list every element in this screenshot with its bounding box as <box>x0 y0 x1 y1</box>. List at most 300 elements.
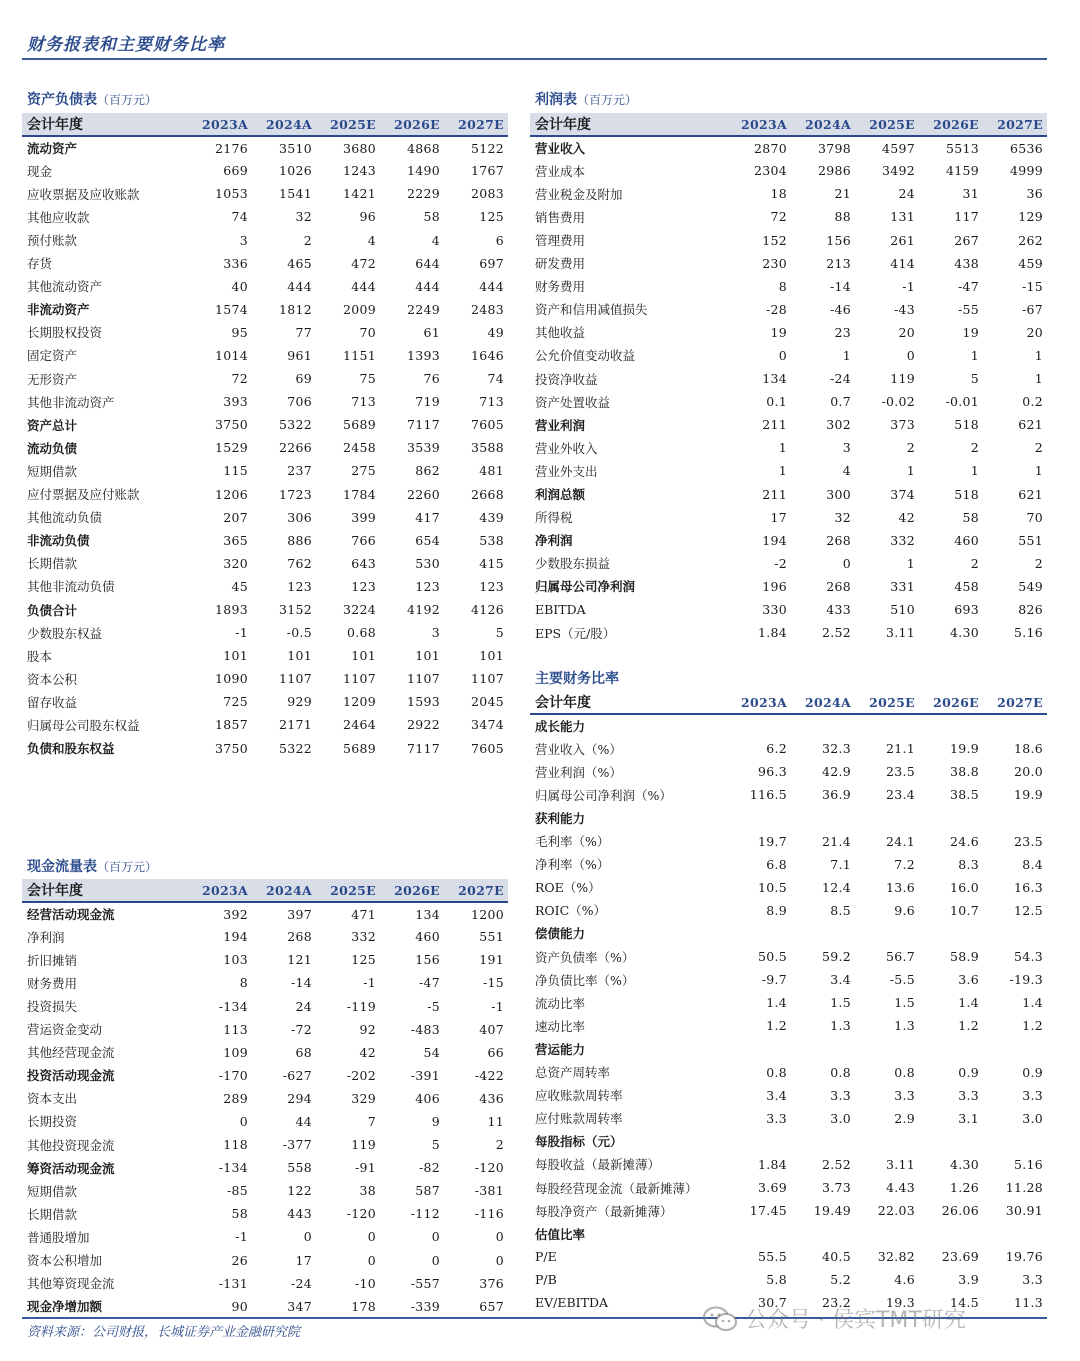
cell-value: 38 <box>359 1183 376 1199</box>
cell-value: 72 <box>770 209 787 225</box>
ratios-row <box>530 1245 1047 1268</box>
wechat-icon <box>703 1306 737 1332</box>
cell-value: 1107 <box>278 671 312 687</box>
balance-sheet-row <box>22 621 508 644</box>
cell-value: 465 <box>287 255 312 271</box>
cell-value: 42.9 <box>821 764 851 780</box>
cell-value: -1 <box>363 975 376 991</box>
cell-value: 5.2 <box>830 1272 851 1288</box>
ratios-row <box>530 1176 1047 1199</box>
cell-value: 2.52 <box>821 625 851 641</box>
ratios-row <box>530 876 1047 899</box>
income-statement-header-year: 2024A <box>791 113 855 136</box>
cell-value: 49 <box>487 324 504 340</box>
row-label: 归属母公司净利润 <box>535 579 636 595</box>
cell-value: 460 <box>954 532 979 548</box>
ratios-title: 主要财务比率 <box>535 671 619 687</box>
income-statement-row <box>530 228 1047 251</box>
cell-value: 0 <box>367 1229 376 1245</box>
row-label: P/B <box>535 1272 557 1288</box>
cell-value: 0.8 <box>894 1064 915 1080</box>
row-label: 营业税金及附加 <box>535 186 623 202</box>
cell-value: 693 <box>954 602 979 618</box>
cell-value: -339 <box>410 1298 440 1314</box>
cell-value: 262 <box>1018 232 1043 248</box>
cell-value: 3 <box>239 232 248 248</box>
cell-value: -82 <box>418 1160 440 1176</box>
cell-value: 443 <box>287 1206 312 1222</box>
cell-value: 558 <box>287 1160 312 1176</box>
row-label: 应付账款周转率 <box>535 1111 623 1127</box>
row-label: 投资净收益 <box>535 371 598 387</box>
cell-value: 3.3 <box>894 1087 915 1103</box>
cell-value: 1723 <box>278 486 312 502</box>
cell-value: 1.3 <box>830 1018 851 1034</box>
balance-sheet-row <box>22 344 508 367</box>
cell-value: 657 <box>479 1298 504 1314</box>
ratios-row <box>530 1130 1047 1153</box>
cell-value: 0 <box>906 347 915 363</box>
ratios-row <box>530 783 1047 806</box>
cell-value: 24 <box>295 998 312 1014</box>
cell-value: 74 <box>487 371 504 387</box>
cash-flow-row <box>22 1018 508 1041</box>
balance-sheet-row <box>22 159 508 182</box>
row-label: 存货 <box>27 256 53 272</box>
cell-value: 5689 <box>342 740 376 756</box>
income-statement-header-year: 2025E <box>855 113 919 136</box>
cell-value: 886 <box>287 532 312 548</box>
ratios-header-year: 2025E <box>855 691 919 714</box>
cell-value: 1107 <box>406 671 440 687</box>
row-label: 资本公积增加 <box>27 1253 103 1269</box>
cell-value: 518 <box>954 486 979 502</box>
cell-value: -55 <box>957 301 979 317</box>
cell-value: 481 <box>479 463 504 479</box>
cell-value: 510 <box>890 602 915 618</box>
cash-flow-row <box>22 1249 508 1272</box>
cell-value: 706 <box>287 394 312 410</box>
income-statement-title <box>535 90 637 110</box>
row-label: 资产处置收益 <box>535 394 611 410</box>
income-statement-title-text: 利润表 <box>535 92 577 108</box>
cell-value: 713 <box>351 394 376 410</box>
cell-value: 4126 <box>470 602 504 618</box>
cell-value: 1 <box>970 347 979 363</box>
cash-flow-row <box>22 971 508 994</box>
income-statement-table <box>530 113 1047 644</box>
cell-value: 1 <box>778 463 787 479</box>
cell-value: 5689 <box>342 417 376 433</box>
cell-value: 26 <box>231 1252 248 1268</box>
income-statement-row <box>530 205 1047 228</box>
cell-value: 2668 <box>470 486 504 502</box>
cell-value: 7.1 <box>830 856 851 872</box>
cell-value: 23.69 <box>941 1249 979 1265</box>
cash-flow-unit: （百万元） <box>97 860 158 874</box>
ratios-row <box>530 1153 1047 1176</box>
cell-value: 2009 <box>342 301 376 317</box>
row-label: 短期借款 <box>27 463 78 479</box>
cell-value: 23 <box>834 324 851 340</box>
cash-flow-header-row <box>22 879 508 902</box>
cell-value: 119 <box>351 1137 376 1153</box>
row-label: 其他非流动负债 <box>27 579 115 595</box>
cell-value: 16.0 <box>949 879 979 895</box>
cell-value: 113 <box>223 1021 248 1037</box>
cell-value: -19.3 <box>1009 972 1043 988</box>
cell-value: 7605 <box>470 417 504 433</box>
cell-value <box>727 1037 791 1060</box>
cell-value: 2458 <box>342 440 376 456</box>
cash-flow-row <box>22 1225 508 1248</box>
cell-value: 123 <box>351 578 376 594</box>
cell-value: 1200 <box>470 906 504 922</box>
balance-sheet-row <box>22 713 508 736</box>
row-label: 流动资产 <box>27 141 78 157</box>
cell-value: 5 <box>970 371 979 387</box>
cell-value <box>855 714 919 737</box>
income-statement-row <box>530 529 1047 552</box>
cell-value: 669 <box>223 163 248 179</box>
balance-sheet-row <box>22 436 508 459</box>
cash-flow-row <box>22 1295 508 1318</box>
cell-value <box>791 1037 855 1060</box>
cell-value: 32.82 <box>877 1249 915 1265</box>
cell-value: 59.2 <box>821 949 851 965</box>
cell-value: 5322 <box>278 417 312 433</box>
income-statement-header-year: 2027E <box>983 113 1047 136</box>
income-statement-row <box>530 552 1047 575</box>
cell-value: 0 <box>495 1252 504 1268</box>
cell-value: 103 <box>223 952 248 968</box>
cell-value: 4999 <box>1009 163 1043 179</box>
balance-sheet-row <box>22 182 508 205</box>
row-label: 资产和信用减值损失 <box>535 302 648 318</box>
cell-value: 61 <box>423 324 440 340</box>
cell-value: 3.73 <box>821 1180 851 1196</box>
cell-value: 125 <box>479 209 504 225</box>
cell-value: 9.6 <box>894 902 915 918</box>
cell-value: 10.7 <box>949 902 979 918</box>
cell-value <box>791 1222 855 1245</box>
cell-value: -67 <box>1021 301 1043 317</box>
balance-sheet-unit: （百万元） <box>97 93 158 107</box>
cell-value: 96 <box>359 209 376 225</box>
cell-value: 14.5 <box>949 1295 979 1311</box>
cell-value: 19.9 <box>949 741 979 757</box>
cash-flow-header-year: 2023A <box>188 879 252 902</box>
cell-value: 0 <box>778 347 787 363</box>
cell-value: 4868 <box>406 140 440 156</box>
cell-value: -627 <box>282 1067 312 1083</box>
income-statement-header-row <box>530 113 1047 136</box>
cell-value: -47 <box>957 278 979 294</box>
cell-value: 129 <box>1018 209 1043 225</box>
cell-value: 336 <box>223 255 248 271</box>
cell-value: 2 <box>970 440 979 456</box>
cell-value: 862 <box>415 463 440 479</box>
income-statement-header-year: 2026E <box>919 113 983 136</box>
row-label: EBITDA <box>535 602 586 618</box>
cash-flow-row <box>22 902 508 925</box>
cell-value: 2260 <box>406 486 440 502</box>
cell-value: 5.8 <box>766 1272 787 1288</box>
cell-value: -120 <box>474 1160 504 1176</box>
cell-value: 439 <box>479 509 504 525</box>
row-label: 预付账款 <box>27 233 78 249</box>
cash-flow-row <box>22 948 508 971</box>
cell-value: 4.30 <box>949 625 979 641</box>
row-label: 固定资产 <box>27 348 78 364</box>
cell-value: 275 <box>351 463 376 479</box>
cell-value: 19.76 <box>1005 1249 1043 1265</box>
cell-value: 116.5 <box>749 787 787 803</box>
row-label: 净负债比率（%） <box>535 972 635 988</box>
income-statement-row <box>530 621 1047 644</box>
row-label: 营业利润（%） <box>535 764 622 780</box>
cell-value: 4.43 <box>885 1180 915 1196</box>
row-label: 资产负债率（%） <box>535 949 635 965</box>
row-label: 净利润 <box>27 929 65 945</box>
cell-value: 45 <box>231 578 248 594</box>
cell-value: 4 <box>842 463 851 479</box>
cell-value: 194 <box>762 532 787 548</box>
cell-value: 1.26 <box>949 1180 979 1196</box>
row-label: 长期投资 <box>27 1114 78 1130</box>
balance-sheet-row <box>22 644 508 667</box>
row-label: 留存收益 <box>27 694 78 710</box>
cell-value: 2266 <box>278 440 312 456</box>
cell-value: 196 <box>762 578 787 594</box>
cell-value: -24 <box>290 1275 312 1291</box>
ratios-row <box>530 968 1047 991</box>
balance-sheet-row <box>22 228 508 251</box>
cash-flow-header-year: 2024A <box>252 879 316 902</box>
cash-flow-header-year: 2025E <box>316 879 380 902</box>
cell-value: 268 <box>287 929 312 945</box>
row-label: 其他流动资产 <box>27 279 103 295</box>
cell-value: 551 <box>479 929 504 945</box>
cell-value: 16.3 <box>1013 879 1043 895</box>
cell-value: 122 <box>287 1183 312 1199</box>
row-label: 筹资活动现金流 <box>27 1160 115 1176</box>
cash-flow-row <box>22 1087 508 1110</box>
cell-value: 32.3 <box>821 741 851 757</box>
cell-value: 55.5 <box>757 1249 787 1265</box>
row-label: 少数股东权益 <box>27 625 103 641</box>
balance-sheet-row <box>22 529 508 552</box>
cell-value: 58.9 <box>949 949 979 965</box>
cell-value: 1.2 <box>958 1018 979 1034</box>
balance-sheet-header-year: 2026E <box>380 113 444 136</box>
cell-value: 92 <box>359 1021 376 1037</box>
cell-value: -134 <box>218 998 248 1014</box>
cell-value <box>919 922 983 945</box>
cell-value <box>855 922 919 945</box>
cell-value: 13.6 <box>885 879 915 895</box>
row-label: 投资损失 <box>27 999 78 1015</box>
cell-value: 1.4 <box>1022 995 1043 1011</box>
row-label: 利润总额 <box>535 487 586 503</box>
cell-value: -557 <box>410 1275 440 1291</box>
cell-value: 54.3 <box>1013 949 1043 965</box>
cell-value: -47 <box>418 975 440 991</box>
balance-sheet-header-year: 2023A <box>188 113 252 136</box>
cell-value: 7 <box>367 1113 376 1129</box>
cell-value: 766 <box>351 532 376 548</box>
cell-value: 58 <box>423 209 440 225</box>
cell-value: 329 <box>351 1090 376 1106</box>
cell-value: 6536 <box>1009 140 1043 156</box>
cell-value: 697 <box>479 255 504 271</box>
row-label: ROIC（%） <box>535 903 607 919</box>
cell-value: 58 <box>231 1206 248 1222</box>
cell-value: 2922 <box>406 717 440 733</box>
cell-value: 518 <box>954 417 979 433</box>
cell-value: 3.0 <box>830 1110 851 1126</box>
ratios-row <box>530 922 1047 945</box>
cell-value <box>727 714 791 737</box>
balance-sheet-row <box>22 136 508 159</box>
cell-value: 5 <box>495 625 504 641</box>
cell-value: 1107 <box>342 671 376 687</box>
cell-value: 2 <box>303 232 312 248</box>
cell-value: -134 <box>218 1160 248 1176</box>
cell-value <box>727 806 791 829</box>
cell-value: 6 <box>495 232 504 248</box>
cell-value: 22.03 <box>877 1203 915 1219</box>
balance-sheet-row <box>22 598 508 621</box>
balance-sheet-row <box>22 575 508 598</box>
cell-value: 261 <box>890 232 915 248</box>
cell-value: 134 <box>762 371 787 387</box>
income-statement-row <box>530 275 1047 298</box>
cell-value: 538 <box>479 532 504 548</box>
cell-value: 3.4 <box>830 972 851 988</box>
cell-value: 88 <box>834 209 851 225</box>
cell-value: 31 <box>962 186 979 202</box>
row-label: 毛利率（%） <box>535 834 610 850</box>
row-label: 财务费用 <box>27 975 78 991</box>
row-label: P/E <box>535 1249 557 1265</box>
cell-value: 3.6 <box>958 972 979 988</box>
cell-value: -119 <box>346 998 376 1014</box>
row-label: EV/EBITDA <box>535 1295 608 1311</box>
ratios-row <box>530 714 1047 737</box>
ratios-row <box>530 945 1047 968</box>
cell-value: -43 <box>893 301 915 317</box>
cell-value: 76 <box>423 371 440 387</box>
cell-value: 19.9 <box>1013 787 1043 803</box>
row-label: 每股收益（最新摊薄） <box>535 1157 661 1173</box>
row-label: 长期借款 <box>27 1206 78 1222</box>
balance-sheet-header-year: 2025E <box>316 113 380 136</box>
cell-value: 20.0 <box>1013 764 1043 780</box>
cell-value: 392 <box>223 906 248 922</box>
cell-value: 621 <box>1018 417 1043 433</box>
cell-value: 207 <box>223 509 248 525</box>
cell-value: 36 <box>1026 186 1043 202</box>
cell-value: 460 <box>415 929 440 945</box>
income-statement-row <box>530 459 1047 482</box>
cell-value: 549 <box>1018 578 1043 594</box>
cell-value: 40.5 <box>821 1249 851 1265</box>
cell-value: 17 <box>295 1252 312 1268</box>
cell-value: 1574 <box>214 301 248 317</box>
income-statement-row <box>530 598 1047 621</box>
cell-value: 12.4 <box>821 879 851 895</box>
cell-value: -1 <box>491 998 504 1014</box>
cell-value: 1857 <box>214 717 248 733</box>
cell-value: 300 <box>826 486 851 502</box>
cell-value: 393 <box>223 394 248 410</box>
row-label: 其他筹资现金流 <box>27 1276 115 1292</box>
row-label: 少数股东损益 <box>535 556 611 572</box>
cell-value: 3 <box>431 625 440 641</box>
cash-flow-title <box>27 857 157 877</box>
cell-value: 123 <box>415 578 440 594</box>
cell-value: 397 <box>287 906 312 922</box>
income-statement-row <box>530 483 1047 506</box>
income-statement-header-year: 2023A <box>727 113 791 136</box>
row-label: 现金净增加额 <box>27 1299 103 1315</box>
cell-value: 762 <box>287 555 312 571</box>
cell-value: 1 <box>970 463 979 479</box>
cell-value <box>983 922 1047 945</box>
cell-value: 2 <box>1034 555 1043 571</box>
cell-value: 8.5 <box>830 902 851 918</box>
cell-value: 56.7 <box>885 949 915 965</box>
cell-value: 152 <box>762 232 787 248</box>
ratios-row <box>530 1084 1047 1107</box>
cell-value: 3.3 <box>958 1087 979 1103</box>
cell-value: 374 <box>890 486 915 502</box>
balance-sheet-row <box>22 506 508 529</box>
cell-value: -1 <box>235 1229 248 1245</box>
cell-value: 8 <box>778 278 787 294</box>
cell-value: 644 <box>415 255 440 271</box>
cell-value: 3680 <box>342 140 376 156</box>
cell-value: 72 <box>231 371 248 387</box>
cell-value: -14 <box>290 975 312 991</box>
cash-flow-row <box>22 1110 508 1133</box>
cell-value: 4597 <box>881 140 915 156</box>
ratios-header-year: 2024A <box>791 691 855 714</box>
cell-value: 118 <box>223 1137 248 1153</box>
row-label: 资本公积 <box>27 671 78 687</box>
cell-value: 444 <box>351 278 376 294</box>
watermark-text: 公众号 · 侯宾TMT研究 <box>745 1308 966 1333</box>
cell-value: 1393 <box>406 347 440 363</box>
cell-value: 68 <box>295 1044 312 1060</box>
cell-value: 19 <box>770 324 787 340</box>
cell-value: 95 <box>231 324 248 340</box>
cell-value: 3492 <box>881 163 915 179</box>
watermark <box>703 1303 966 1334</box>
cell-value: 20 <box>1026 324 1043 340</box>
cell-value: 66 <box>487 1044 504 1060</box>
cell-value: 373 <box>890 417 915 433</box>
cell-value: 1767 <box>470 163 504 179</box>
balance-sheet-header-year: 2027E <box>444 113 508 136</box>
cell-value: 1.2 <box>1022 1018 1043 1034</box>
cell-value: 7605 <box>470 740 504 756</box>
cell-value: 101 <box>415 648 440 664</box>
cell-value: 77 <box>295 324 312 340</box>
row-label: 成长能力 <box>535 719 586 735</box>
cell-value: 19.7 <box>757 833 787 849</box>
